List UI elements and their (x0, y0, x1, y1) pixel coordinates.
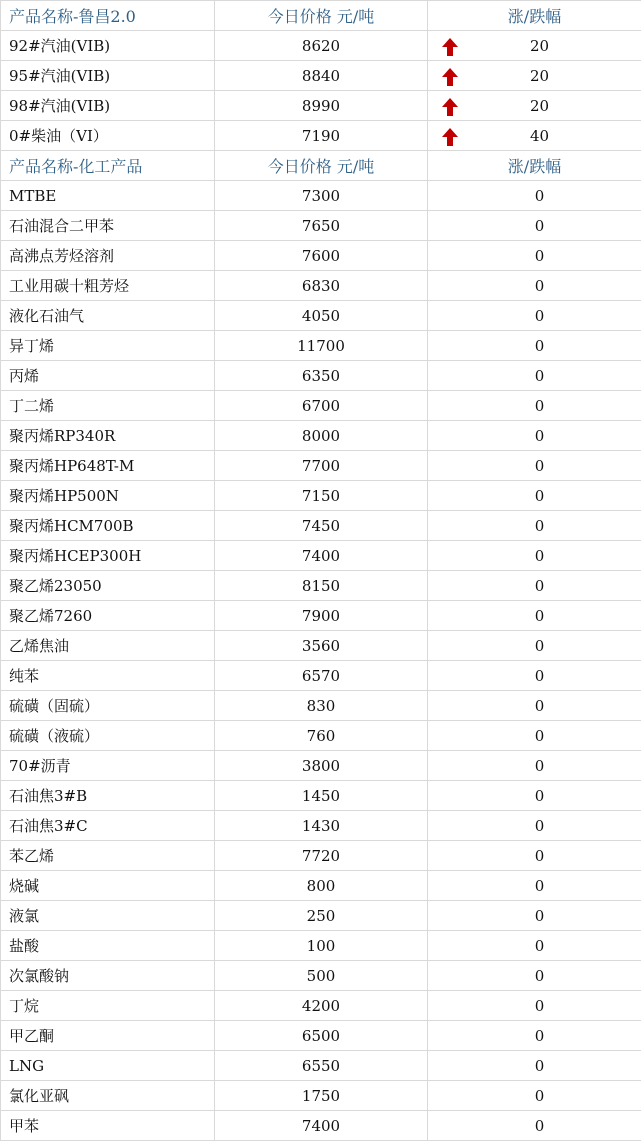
product-change (428, 31, 641, 61)
product-price: 8000 (215, 421, 428, 451)
product-name: 聚丙烯HP648T-M (1, 451, 215, 481)
product-change (428, 361, 641, 391)
change-value: 0 (534, 1056, 545, 1075)
product-change (428, 301, 641, 331)
change-value: 20 (529, 36, 550, 55)
product-change (428, 901, 641, 931)
product-change (428, 871, 641, 901)
product-name: 盐酸 (1, 931, 215, 961)
table-row (1, 601, 641, 631)
change-value: 0 (534, 516, 545, 535)
product-price: 500 (215, 961, 428, 991)
change-value: 0 (534, 306, 545, 325)
table-row (1, 961, 641, 991)
product-price: 3560 (215, 631, 428, 661)
product-price: 4050 (215, 301, 428, 331)
product-name: 聚丙烯HCEP300H (1, 541, 215, 571)
table-row (1, 421, 641, 451)
table-row (1, 121, 641, 151)
product-name: 石油混合二甲苯 (1, 211, 215, 241)
table-row (1, 61, 641, 91)
product-change (428, 841, 641, 871)
product-price: 11700 (215, 331, 428, 361)
product-name: 异丁烯 (1, 331, 215, 361)
product-price: 7400 (215, 541, 428, 571)
change-value: 0 (534, 726, 545, 745)
up-arrow-icon (440, 67, 460, 87)
product-price: 3800 (215, 751, 428, 781)
table-row (1, 571, 641, 601)
product-price: 7720 (215, 841, 428, 871)
table-row (1, 31, 641, 61)
change-value: 0 (534, 1026, 545, 1045)
change-value: 0 (534, 396, 545, 415)
change-value: 40 (529, 126, 550, 145)
product-name: 聚乙烯23050 (1, 571, 215, 601)
table-row (1, 91, 641, 121)
price-table-body (1, 1, 641, 1141)
product-change (428, 811, 641, 841)
product-name: 92#汽油(VIB) (1, 31, 215, 61)
product-change (428, 571, 641, 601)
product-name: 95#汽油(VIB) (1, 61, 215, 91)
up-arrow-icon (440, 97, 460, 117)
product-name: 丁烷 (1, 991, 215, 1021)
product-change (428, 601, 641, 631)
product-change (428, 121, 641, 151)
product-price: 7300 (215, 181, 428, 211)
change-value: 20 (529, 66, 550, 85)
product-change (428, 1021, 641, 1051)
product-name: 0#柴油（VI） (1, 121, 215, 151)
product-name: 工业用碳十粗芳烃 (1, 271, 215, 301)
product-price: 6570 (215, 661, 428, 691)
product-name: 硫磺（液硫） (1, 721, 215, 751)
product-price: 7900 (215, 601, 428, 631)
change-value: 0 (534, 486, 545, 505)
product-change (428, 451, 641, 481)
change-value: 20 (529, 96, 550, 115)
change-value: 0 (534, 696, 545, 715)
product-name: 纯苯 (1, 661, 215, 691)
table-row (1, 721, 641, 751)
product-price: 7650 (215, 211, 428, 241)
product-name: 石油焦3#B (1, 781, 215, 811)
product-name: 乙烯焦油 (1, 631, 215, 661)
product-change (428, 631, 641, 661)
product-price: 830 (215, 691, 428, 721)
product-change (428, 721, 641, 751)
table-row (1, 811, 641, 841)
product-price: 760 (215, 721, 428, 751)
product-name: 氯化亚砜 (1, 1081, 215, 1111)
change-value: 0 (534, 366, 545, 385)
product-change (428, 991, 641, 1021)
product-name: 聚丙烯HP500N (1, 481, 215, 511)
change-value: 0 (534, 876, 545, 895)
product-change (428, 511, 641, 541)
product-price: 6830 (215, 271, 428, 301)
section2-header-change: 涨/跌幅 (428, 151, 641, 181)
table-row (1, 691, 641, 721)
product-name: 98#汽油(VIB) (1, 91, 215, 121)
product-change (428, 1111, 641, 1141)
change-value: 0 (534, 966, 545, 985)
change-value: 0 (534, 666, 545, 685)
table-row (1, 841, 641, 871)
product-price: 8990 (215, 91, 428, 121)
table-row (1, 181, 641, 211)
change-value: 0 (534, 576, 545, 595)
product-price: 7700 (215, 451, 428, 481)
product-change (428, 241, 641, 271)
change-value: 0 (534, 636, 545, 655)
table-row (1, 331, 641, 361)
change-value: 0 (534, 546, 545, 565)
product-change (428, 781, 641, 811)
table-row (1, 241, 641, 271)
table-row (1, 391, 641, 421)
table-row (1, 481, 641, 511)
product-name: 烧碱 (1, 871, 215, 901)
table-row (1, 931, 641, 961)
up-arrow-icon (440, 127, 460, 147)
change-value: 0 (534, 756, 545, 775)
table-row (1, 991, 641, 1021)
section1-header-price: 今日价格 元/吨 (215, 1, 428, 31)
product-name: MTBE (1, 181, 215, 211)
product-change (428, 661, 641, 691)
product-change (428, 1051, 641, 1081)
change-value: 0 (534, 216, 545, 235)
product-name: 丙烯 (1, 361, 215, 391)
section2-header-row (1, 151, 641, 181)
change-value: 0 (534, 906, 545, 925)
change-value: 0 (534, 606, 545, 625)
change-value: 0 (534, 936, 545, 955)
product-change (428, 331, 641, 361)
change-value: 0 (534, 1116, 545, 1135)
product-name: 苯乙烯 (1, 841, 215, 871)
table-row (1, 631, 641, 661)
section2-header-price: 今日价格 元/吨 (215, 151, 428, 181)
product-name: 次氯酸钠 (1, 961, 215, 991)
table-row (1, 871, 641, 901)
product-name: 聚乙烯7260 (1, 601, 215, 631)
change-value: 0 (534, 276, 545, 295)
table-row (1, 511, 641, 541)
product-price: 6500 (215, 1021, 428, 1051)
product-price: 8150 (215, 571, 428, 601)
product-name: 高沸点芳烃溶剂 (1, 241, 215, 271)
product-price: 250 (215, 901, 428, 931)
product-name: 液化石油气 (1, 301, 215, 331)
product-change (428, 961, 641, 991)
product-change (428, 691, 641, 721)
product-change (428, 751, 641, 781)
product-change (428, 391, 641, 421)
product-price: 1450 (215, 781, 428, 811)
section1-header-name: 产品名称-鲁昌2.0 (1, 1, 215, 31)
product-change (428, 271, 641, 301)
product-price: 6550 (215, 1051, 428, 1081)
product-price: 100 (215, 931, 428, 961)
product-price: 7400 (215, 1111, 428, 1141)
product-change (428, 91, 641, 121)
product-change (428, 181, 641, 211)
product-change (428, 1081, 641, 1111)
product-change (428, 421, 641, 451)
product-name: 液氯 (1, 901, 215, 931)
change-value: 0 (534, 426, 545, 445)
table-row (1, 1081, 641, 1111)
product-name: 甲乙酮 (1, 1021, 215, 1051)
change-value: 0 (534, 186, 545, 205)
product-name: 硫磺（固硫） (1, 691, 215, 721)
product-price: 1430 (215, 811, 428, 841)
product-price: 8840 (215, 61, 428, 91)
product-name: 丁二烯 (1, 391, 215, 421)
product-change (428, 931, 641, 961)
product-change (428, 481, 641, 511)
table-row (1, 781, 641, 811)
product-price: 800 (215, 871, 428, 901)
product-price: 1750 (215, 1081, 428, 1111)
product-price: 7450 (215, 511, 428, 541)
table-row (1, 1111, 641, 1141)
product-name: 聚丙烯RP340R (1, 421, 215, 451)
product-change (428, 211, 641, 241)
table-row (1, 1021, 641, 1051)
product-name: LNG (1, 1051, 215, 1081)
change-value: 0 (534, 246, 545, 265)
table-row (1, 541, 641, 571)
change-value: 0 (534, 846, 545, 865)
change-value: 0 (534, 816, 545, 835)
table-row (1, 451, 641, 481)
product-name: 聚丙烯HCM700B (1, 511, 215, 541)
table-row (1, 1051, 641, 1081)
section1-header-row (1, 1, 641, 31)
up-arrow-icon (440, 37, 460, 57)
section2-header-name: 产品名称-化工产品 (1, 151, 215, 181)
change-value: 0 (534, 336, 545, 355)
section1-header-change: 涨/跌幅 (428, 1, 641, 31)
table-row (1, 751, 641, 781)
product-price: 7150 (215, 481, 428, 511)
table-row (1, 301, 641, 331)
product-name: 甲苯 (1, 1111, 215, 1141)
product-name: 70#沥青 (1, 751, 215, 781)
product-price: 7600 (215, 241, 428, 271)
change-value: 0 (534, 786, 545, 805)
table-row (1, 211, 641, 241)
table-row (1, 271, 641, 301)
product-price: 6700 (215, 391, 428, 421)
change-value: 0 (534, 996, 545, 1015)
product-price: 8620 (215, 31, 428, 61)
product-change (428, 541, 641, 571)
product-price: 7190 (215, 121, 428, 151)
product-price: 4200 (215, 991, 428, 1021)
table-row (1, 361, 641, 391)
product-name: 石油焦3#C (1, 811, 215, 841)
product-price: 6350 (215, 361, 428, 391)
table-row (1, 661, 641, 691)
product-change (428, 61, 641, 91)
change-value: 0 (534, 1086, 545, 1105)
change-value: 0 (534, 456, 545, 475)
table-row (1, 901, 641, 931)
